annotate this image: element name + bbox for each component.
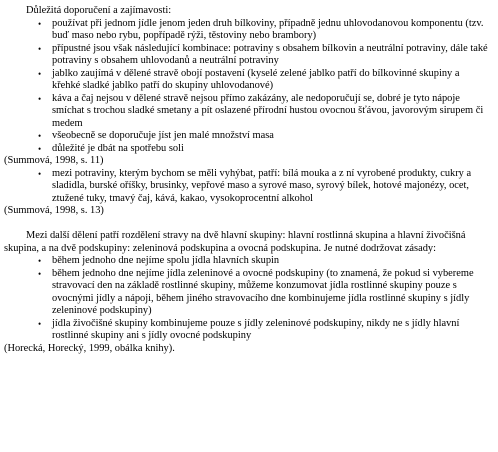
list-item-text: důležité je dbát na spotřebu soli xyxy=(52,142,184,154)
bullet-icon: • xyxy=(38,318,42,329)
section-heading: Důležitá doporučení a zajímavosti: xyxy=(26,5,172,16)
bullet-icon: • xyxy=(38,68,42,79)
citation: (Horecká, Horecký, 1999, obálka knihy). xyxy=(4,342,175,354)
list-item-text: používat při jednom jídle jenom jeden druh bílkoviny, případně jednu uhlovodanovou komponentu (tzv. buď maso nebo rybu, popřípadě rýži, těstoviny nebo brambory) xyxy=(52,17,484,41)
list-item xyxy=(38,255,492,268)
list-item-text: během jednoho dne nejíme jídla zeleninové a ovocné podskupiny (to znamená, že pokud si vybereme stravovací den na základě rostlinné skupiny, můžeme konzumovat jídla rostlinné skupiny pouze s ovocnými jídly a nápoji, během jiného stravovacího dne kombinujeme jídla rostlinné skupiny s jídly zeleninové podskupiny) xyxy=(52,267,474,316)
list-item-text: káva a čaj nejsou v dělené stravě nejsou přímo zakázány, ale nedoporučují se, dobré je tyto nápoje smíchat s trochou sladké smetany a pít oslazené přírodní hustou ovocnou šťávou, javorovým sirupem či medem xyxy=(52,92,484,129)
list-item-text: během jednoho dne nejíme spolu jídla hlavních skupin xyxy=(52,255,280,266)
list-item xyxy=(38,42,492,68)
citation: (Summová, 1998, s. 13) xyxy=(4,205,104,216)
recommendations-list xyxy=(4,18,492,156)
list-item-text: mezi potraviny, kterým bychom se měli vyhýbat, patří: bílá mouka a z ní vyrobené produkty, cukry a sladidla, burské oříšky, brusinky, vepřové maso a syrové maso, syrový bílek, hotové majonézy, ocet, ztužené tuky, tmavý čaj, kává, kakao, vysokoprocentní alkohol xyxy=(52,167,472,204)
list-item xyxy=(38,142,492,156)
body-paragraph: Mezi další dělení patří rozdělení stravy na dvě hlavní skupiny: hlavní rostlinná skupina a hlavní živočišná skupina, a na dvě podskupiny: zeleninová podskupina a ovocná podskupina. Je nutné dodržovat zásady: xyxy=(4,230,466,254)
bullet-icon: • xyxy=(38,43,42,54)
bullet-icon: • xyxy=(38,268,42,279)
bullet-icon: • xyxy=(38,18,42,29)
bullet-icon: • xyxy=(38,93,42,104)
list-item xyxy=(38,130,492,143)
bullet-icon: • xyxy=(38,143,42,154)
list-item xyxy=(38,267,492,318)
bullet-icon: • xyxy=(38,256,42,266)
list-item xyxy=(38,92,492,131)
list-item xyxy=(38,167,492,206)
avoid-foods-list xyxy=(4,168,492,206)
list-item xyxy=(38,17,492,43)
list-item xyxy=(38,317,492,343)
list-item-text: jídla živočišné skupiny kombinujeme pouze s jídly zeleninové podskupiny, nikdy ne s jídly hlavní rostlinné skupiny ani s jídly ovocné podskupiny xyxy=(52,317,460,341)
list-item-text: všeobecně se doporučuje jíst jen malé množství masa xyxy=(52,130,274,141)
citation: (Summová, 1998, s. 11) xyxy=(4,155,104,166)
bullet-icon: • xyxy=(38,168,42,179)
list-item-text: jablko zaujímá v dělené stravě obojí postavení (kyselé zelené jablko patří do bílkovinné skupiny a křehké sladké jablko patří do skupiny uhlovodanové) xyxy=(52,67,460,91)
list-item xyxy=(38,67,492,93)
bullet-icon: • xyxy=(38,131,42,141)
paragraph-spacer xyxy=(4,218,492,231)
list-item-text: přípustné jsou však následující kombinace: potraviny s obsahem bílkovin a neutrální potraviny, dále také potraviny s obsahem uhlovodanů a neutrální potraviny xyxy=(52,42,488,66)
rules-list xyxy=(4,255,492,343)
